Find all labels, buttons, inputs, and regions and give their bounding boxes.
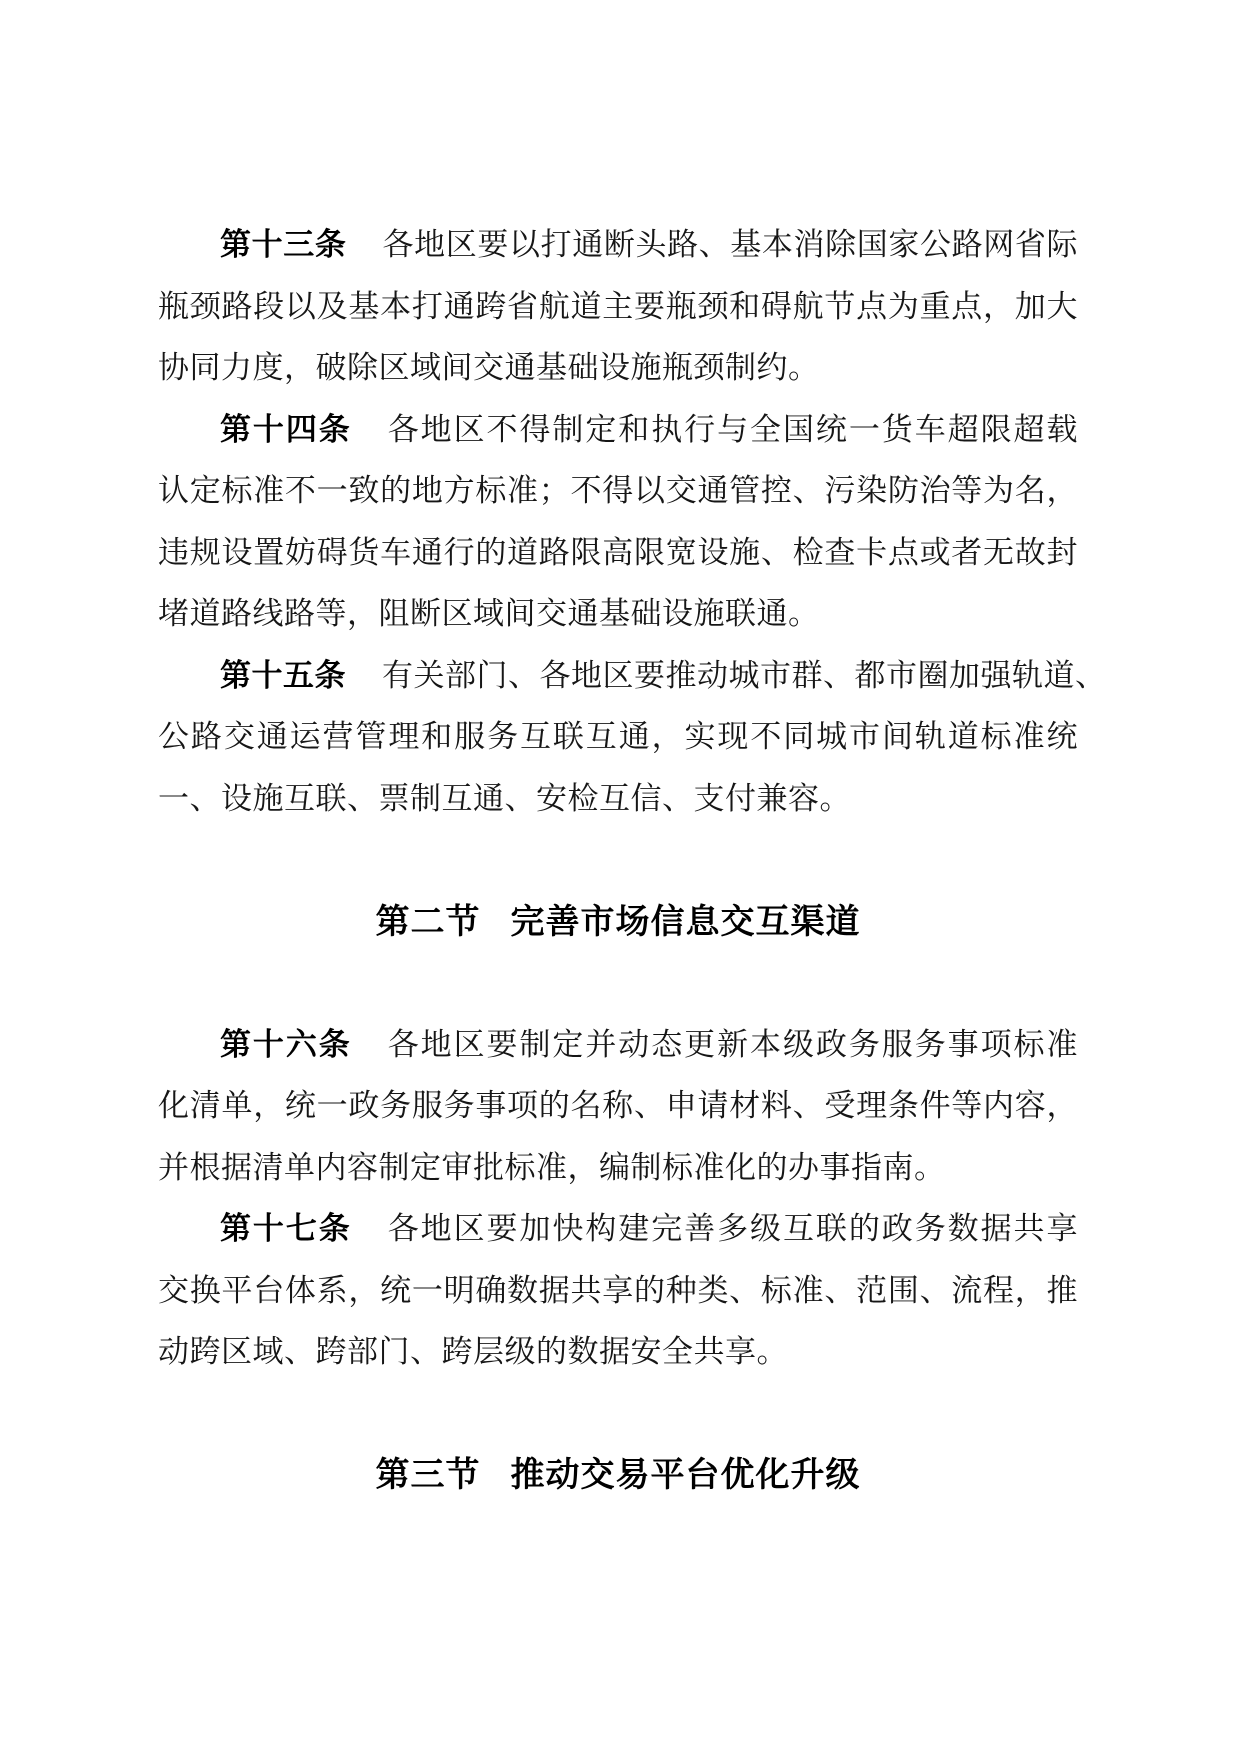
article-number: 第十六条 [220,1026,352,1063]
article-paragraph-17 [158,1199,1078,1384]
text-line: 动跨区域、跨部门、跨层级的数据安全共享。 [158,1334,788,1370]
article-number: 第十四条 [220,411,352,448]
text-line [158,1199,1078,1261]
text-line: 瓶颈路段以及基本打通跨省航道主要瓶颈和碍航节点为重点，加大 [158,288,1078,325]
article-first-line-text: 各地区要以打通断头路、基本消除国家公路网省际 [382,227,1079,263]
section-title: 推动交易平台优化升级 [510,1455,861,1495]
article-paragraph-16 [158,1015,1078,1200]
article-paragraph-15 [158,646,1107,831]
text-line: 认定标准不一致的地方标准；不得以交通管控、污染防治等为名， [158,473,1078,509]
text-line: 并根据清单内容制定审批标准，编制标准化的办事指南。 [158,1149,946,1186]
text-line [158,215,1078,277]
text-line: 一、设施互联、票制互通、安检互信、支付兼容。 [158,780,851,817]
section-number: 第三节 [375,1455,481,1495]
document-text-block [158,215,1107,1568]
text-line [158,1015,1078,1077]
text-line [158,400,1078,462]
article-number: 第十七条 [220,1211,352,1247]
article-paragraph-13 [158,215,1078,400]
article-number: 第十三条 [220,227,347,263]
article-number: 第十五条 [220,657,346,694]
text-line: 堵道路线路等，阻断区域间交通基础设施联通。 [158,596,820,632]
section-heading-3 [158,1445,1078,1507]
text-line: 协同力度，破除区域间交通基础设施瓶颈制约。 [158,350,820,386]
section-heading-2 [158,892,1078,954]
text-line: 公路交通运营管理和服务互联互通，实现不同城市间轨道标准统 [158,719,1078,755]
article-first-line-text: 各地区不得制定和执行与全国统一货车超限超载 [387,411,1078,448]
article-first-line-text: 各地区要制定并动态更新本级政务服务事项标准 [387,1026,1078,1063]
article-paragraph-14 [158,400,1078,646]
text-line: 化清单，统一政务服务事项的名称、申请材料、受理条件等内容， [158,1088,1078,1124]
article-first-line-text: 各地区要加快构建完善多级互联的政务数据共享 [387,1211,1078,1247]
text-line [158,646,1107,708]
section-number: 第二节 [375,901,481,942]
article-first-line-text: 有关部门、各地区要推动城市群、都市圈加强轨道、 [382,657,1107,694]
section-title: 完善市场信息交互渠道 [510,901,861,942]
text-line: 违规设置妨碍货车通行的道路限高限宽设施、检查卡点或者无故封 [158,534,1078,571]
text-line: 交换平台体系，统一明确数据共享的种类、标准、范围、流程，推 [158,1272,1078,1309]
